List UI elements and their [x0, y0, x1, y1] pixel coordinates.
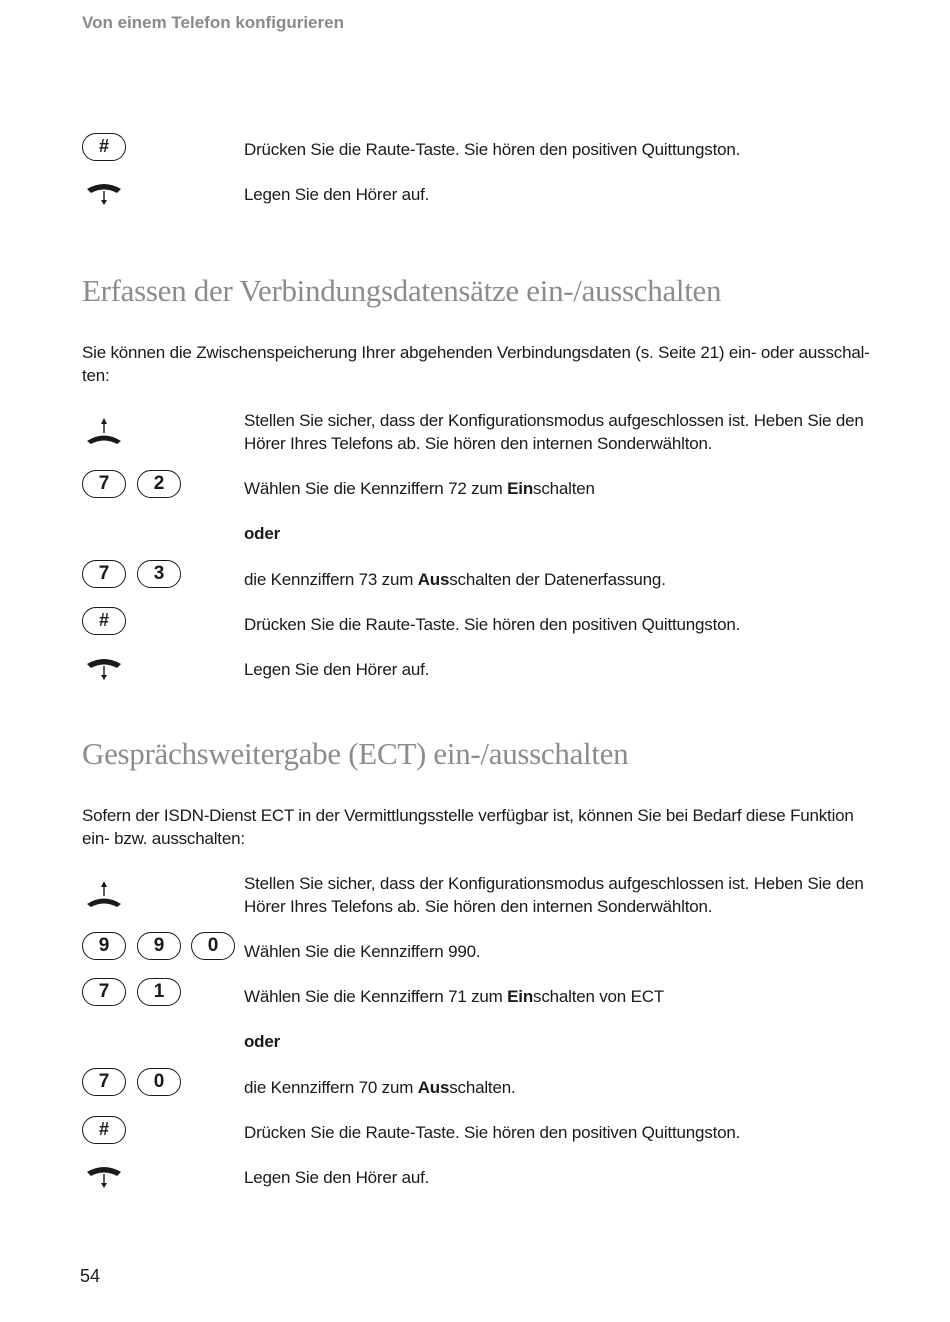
step-text-bold: Aus: [417, 570, 450, 589]
page-number: 54: [80, 1266, 101, 1286]
hash-key-icon: #: [82, 1116, 126, 1144]
hash-key-icon: #: [82, 133, 126, 161]
handset-hangup-icon: [84, 655, 124, 685]
step-text-part: die Kennziffern 73 zum: [244, 570, 418, 589]
digit-key-icon: 0: [137, 1068, 181, 1096]
step-line: Stellen Sie sicher, dass der Konfigurationsmodus aufgeschlossen ist. Heben Sie den: [244, 411, 864, 430]
step-text: [244, 872, 874, 918]
step-text-part: die Kennziffern 70 zum: [244, 1078, 418, 1097]
step-text: Legen Sie den Hörer auf.: [244, 185, 430, 204]
digit-key-icon: 3: [137, 560, 181, 588]
step-text: Legen Sie den Hörer auf.: [244, 660, 430, 679]
step-text-part: Wählen Sie die Kennziffern 72 zum: [244, 479, 508, 498]
digit-key-icon: 1: [137, 978, 181, 1006]
step-text: Legen Sie den Hörer auf.: [244, 1168, 430, 1187]
step-text-bold: Ein: [507, 987, 534, 1006]
handset-lift-icon: [84, 878, 124, 908]
section-title: Gesprächsweitergabe (ECT) ein-/ausschalten: [82, 736, 629, 771]
intro-line: Sofern der ISDN-Dienst ECT in der Vermittlungsstelle verfügbar ist, können Sie bei Bedarf diese Funktion: [82, 806, 854, 825]
section-intro: [82, 341, 872, 387]
or-label: oder: [244, 1032, 281, 1051]
running-header: Von einem Telefon konfigurieren: [82, 13, 344, 32]
intro-line: Sie können die Zwischenspeicherung Ihrer abgehenden Verbindungsdaten (s. Seite 21) ein- oder ausschal-: [82, 343, 870, 362]
step-text: [244, 1076, 874, 1099]
step-text-bold: Aus: [417, 1078, 450, 1097]
step-text: [244, 568, 874, 591]
digit-key-icon: 9: [137, 932, 181, 960]
digit-key-icon: 7: [82, 470, 126, 498]
step-text-part: schalten der Datenerfassung.: [449, 570, 666, 589]
step-text-part: schalten: [533, 479, 595, 498]
digit-key-icon: 2: [137, 470, 181, 498]
step-text-part: schalten.: [449, 1078, 516, 1097]
step-line: Stellen Sie sicher, dass der Konfigurationsmodus aufgeschlossen ist. Heben Sie den: [244, 874, 864, 893]
step-text: [244, 409, 874, 455]
digit-key-icon: 9: [82, 932, 126, 960]
handset-lift-icon: [84, 415, 124, 445]
step-text-part: schalten von ECT: [533, 987, 664, 1006]
or-label: oder: [244, 524, 281, 543]
step-text: [244, 985, 874, 1008]
step-text-part: Wählen Sie die Kennziffern 71 zum: [244, 987, 508, 1006]
step-text: Drücken Sie die Raute-Taste. Sie hören den positiven Quittungston.: [244, 615, 741, 634]
digit-key-icon: 7: [82, 1068, 126, 1096]
section-title: Erfassen der Verbindungsdatensätze ein-/ausschalten: [82, 273, 722, 308]
step-text: [244, 477, 874, 500]
digit-key-icon: 0: [191, 932, 235, 960]
digit-key-icon: 7: [82, 978, 126, 1006]
step-text: Drücken Sie die Raute-Taste. Sie hören den positiven Quittungston.: [244, 1123, 741, 1142]
step-line: Hörer Ihres Telefons ab. Sie hören den internen Sonderwählton.: [244, 897, 713, 916]
digit-key-icon: 7: [82, 560, 126, 588]
step-text-bold: Ein: [507, 479, 534, 498]
step-line: Hörer Ihres Telefons ab. Sie hören den internen Sonderwählton.: [244, 434, 713, 453]
hash-key-icon: #: [82, 607, 126, 635]
section-intro: [82, 804, 872, 850]
intro-line: ein- bzw. ausschalten:: [82, 829, 245, 848]
step-text: Wählen Sie die Kennziffern 990.: [244, 942, 481, 961]
intro-line: ten:: [82, 366, 110, 385]
handset-hangup-icon: [84, 180, 124, 210]
step-text: Drücken Sie die Raute-Taste. Sie hören den positiven Quittungston.: [244, 140, 741, 159]
handset-hangup-icon: [84, 1163, 124, 1193]
